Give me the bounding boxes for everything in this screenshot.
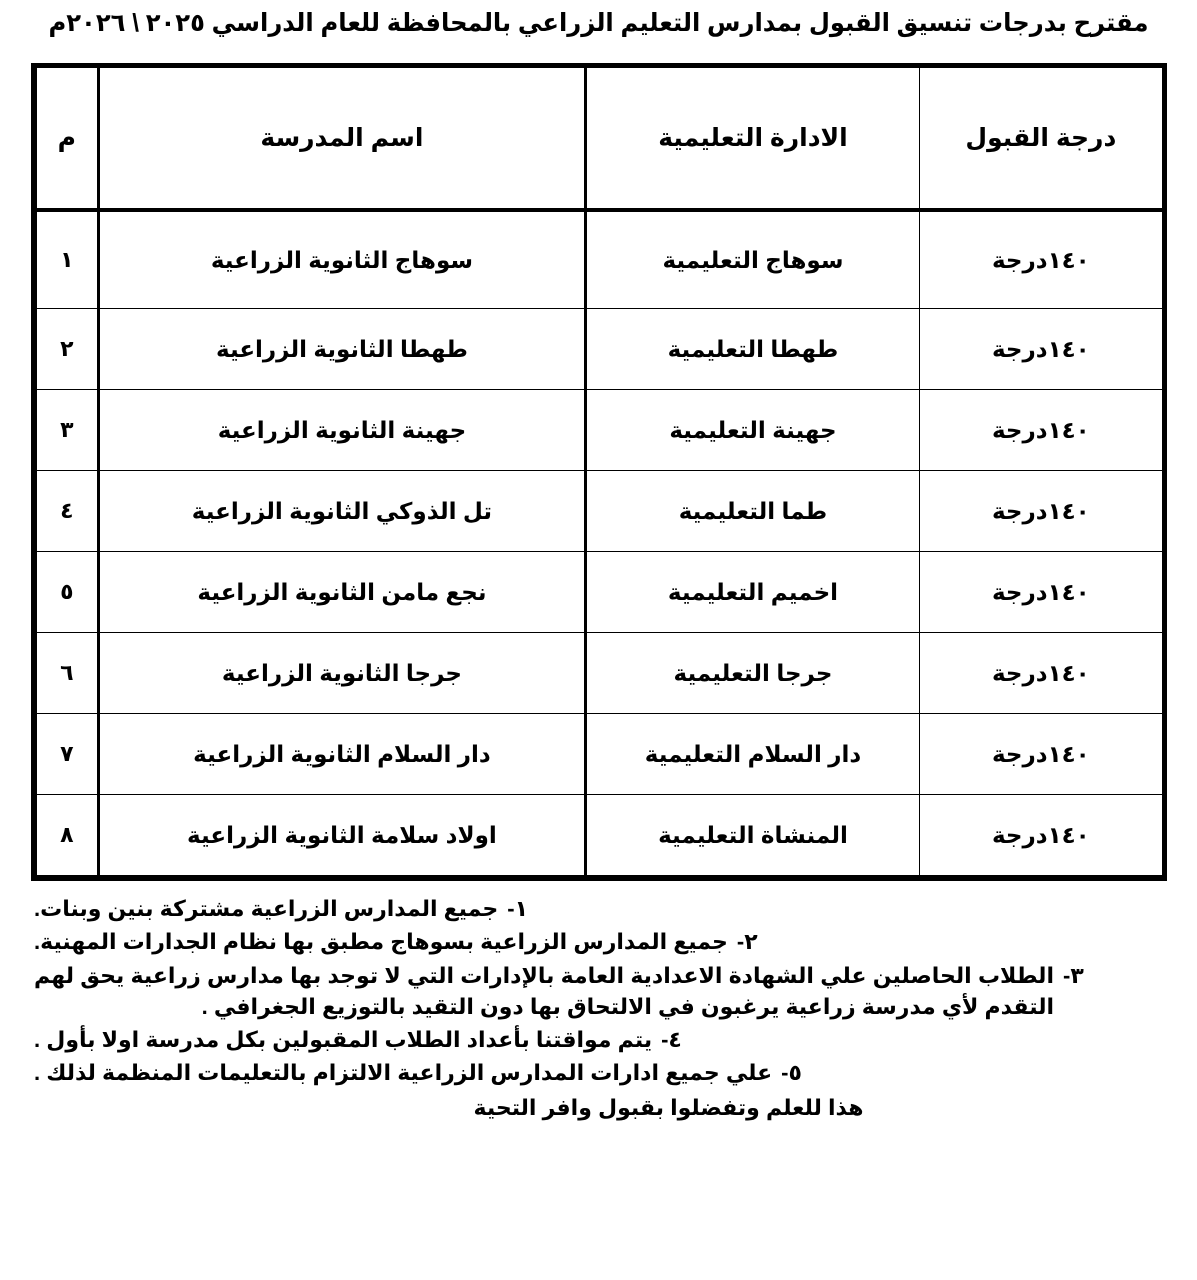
table-row bbox=[36, 210, 1163, 309]
table-header bbox=[36, 68, 1163, 211]
cell-admin: جهينة التعليمية bbox=[586, 390, 919, 471]
note-marker: ١- bbox=[507, 896, 529, 922]
cell-school-name: جرجا الثانوية الزراعية bbox=[98, 633, 586, 714]
cell-score: ١٤٠درجة bbox=[919, 714, 1162, 795]
note-text: علي جميع ادارات المدارس الزراعية الالتزام بالتعليمات المنظمة لذلك . bbox=[34, 1060, 773, 1086]
cell-score: ١٤٠درجة bbox=[919, 390, 1162, 471]
note-marker: ٣- bbox=[1063, 962, 1084, 988]
cell-index: ٨ bbox=[36, 795, 98, 877]
admission-table-container bbox=[31, 63, 1167, 881]
note-item bbox=[34, 893, 1167, 924]
table-row bbox=[36, 309, 1163, 390]
cell-index: ٣ bbox=[36, 390, 98, 471]
cell-school-name: سوهاج الثانوية الزراعية bbox=[98, 210, 586, 309]
note-text: جميع المدارس الزراعية مشتركة بنين وبنات. bbox=[34, 896, 499, 922]
table-row bbox=[36, 714, 1163, 795]
note-item bbox=[34, 926, 1167, 957]
table-row bbox=[36, 633, 1163, 714]
cell-school-name: جهينة الثانوية الزراعية bbox=[98, 390, 586, 471]
cell-score: ١٤٠درجة bbox=[919, 633, 1162, 714]
table-row bbox=[36, 471, 1163, 552]
note-marker: ٢- bbox=[736, 929, 758, 955]
admission-table bbox=[35, 67, 1163, 877]
cell-score: ١٤٠درجة bbox=[919, 309, 1162, 390]
cell-school-name: اولاد سلامة الثانوية الزراعية bbox=[98, 795, 586, 877]
cell-school-name: دار السلام الثانوية الزراعية bbox=[98, 714, 586, 795]
cell-score: ١٤٠درجة bbox=[919, 795, 1162, 877]
cell-score: ١٤٠درجة bbox=[919, 552, 1162, 633]
column-header-admin: الادارة التعليمية bbox=[586, 68, 919, 211]
note-text: الطلاب الحاصلين علي الشهادة الاعدادية العامة بالإدارات التي لا توجد بها مدارس زراعية يحق لهم التقدم لأي مدرسة زراعية يرغبون في الالتحاق بها دون التقيد بالتوزيع الجغرافي . bbox=[34, 962, 1054, 1019]
cell-index: ١ bbox=[36, 210, 98, 309]
table-header-row bbox=[36, 68, 1163, 211]
note-item bbox=[34, 960, 1167, 1022]
cell-admin: سوهاج التعليمية bbox=[586, 210, 919, 309]
cell-index: ٧ bbox=[36, 714, 98, 795]
cell-school-name: نجع مامن الثانوية الزراعية bbox=[98, 552, 586, 633]
note-item bbox=[34, 1024, 1167, 1055]
cell-admin: دار السلام التعليمية bbox=[586, 714, 919, 795]
table-body bbox=[36, 210, 1163, 876]
cell-score: ١٤٠درجة bbox=[919, 210, 1162, 309]
column-header-index: م bbox=[36, 68, 98, 211]
note-text: يتم مواقتنا بأعداد الطلاب المقبولين بكل مدرسة اولا بأول . bbox=[34, 1027, 653, 1053]
cell-index: ٦ bbox=[36, 633, 98, 714]
table-row bbox=[36, 795, 1163, 877]
page-title: مقترح بدرجات تنسيق القبول بمدارس التعليم الزراعي بالمحافظة للعام الدراسي ٢٠٢٥ \ ٢٠٢٦م bbox=[48, 9, 1149, 37]
cell-index: ٥ bbox=[36, 552, 98, 633]
cell-admin: جرجا التعليمية bbox=[586, 633, 919, 714]
cell-admin: طهطا التعليمية bbox=[586, 309, 919, 390]
column-header-school-name: اسم المدرسة bbox=[98, 68, 586, 211]
table-row bbox=[36, 390, 1163, 471]
cell-score: ١٤٠درجة bbox=[919, 471, 1162, 552]
note-text: جميع المدارس الزراعية بسوهاج مطبق بها نظام الجدارات المهنية. bbox=[34, 929, 728, 955]
cell-school-name: تل الذوكي الثانوية الزراعية bbox=[98, 471, 586, 552]
note-item bbox=[34, 1057, 1167, 1088]
cell-admin: طما التعليمية bbox=[586, 471, 919, 552]
cell-admin: المنشاة التعليمية bbox=[586, 795, 919, 877]
column-header-score: درجة القبول bbox=[919, 68, 1162, 211]
cell-school-name: طهطا الثانوية الزراعية bbox=[98, 309, 586, 390]
note-marker: ٤- bbox=[661, 1027, 682, 1053]
cell-index: ٤ bbox=[36, 471, 98, 552]
cell-admin: اخميم التعليمية bbox=[586, 552, 919, 633]
notes-list bbox=[34, 893, 1167, 1088]
note-marker: ٥- bbox=[781, 1060, 802, 1086]
table-row bbox=[36, 552, 1163, 633]
closing-salutation: هذا للعلم وتفضلوا بقبول وافر التحية bbox=[473, 1094, 864, 1120]
cell-index: ٢ bbox=[36, 309, 98, 390]
